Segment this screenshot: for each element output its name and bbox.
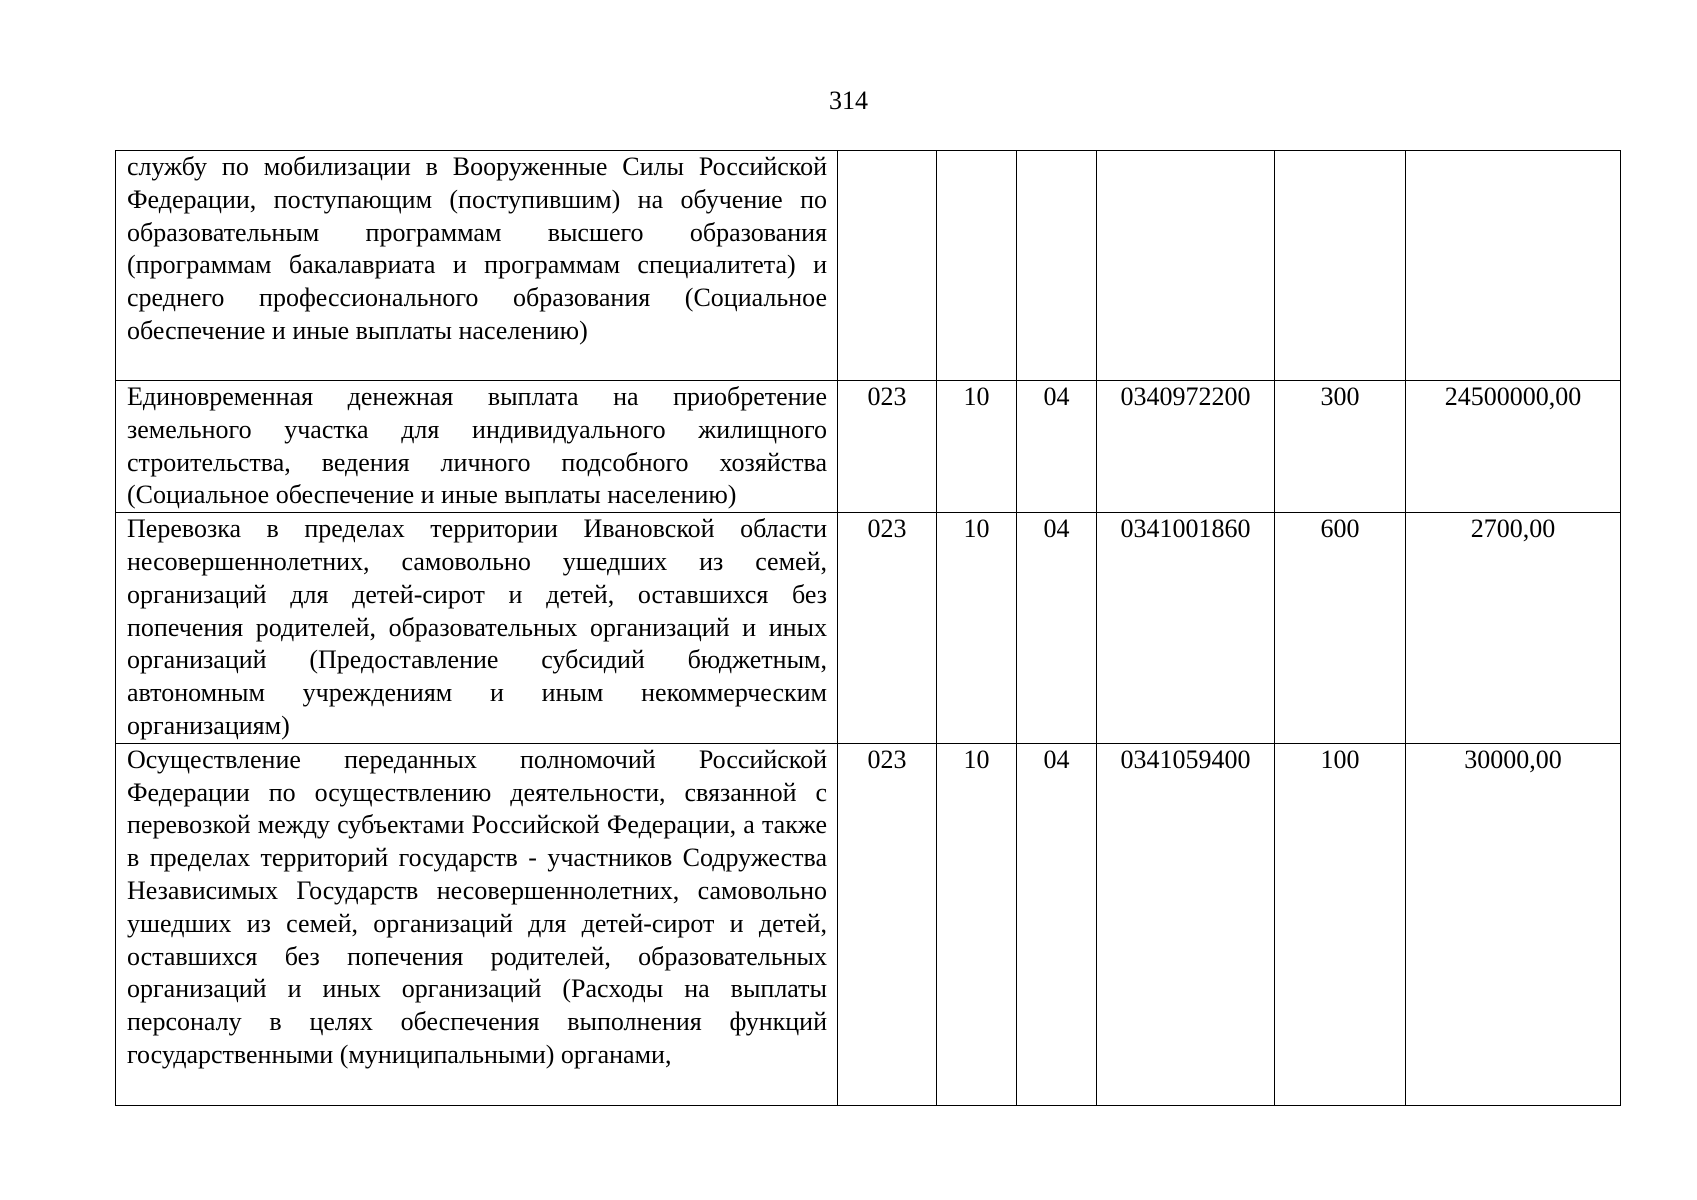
cell-expense-type xyxy=(1275,151,1406,381)
row-description: Перевозка в пределах территории Ивановской области несовершеннолетних, самовольно ушедших из семей, организаций для детей-сирот и детей, оставшихся без попечения родителей, образовательных организаций и иных организаций (Предоставление субсидий бюджетным, автономным учреждениям и иным некоммерческим организациям) xyxy=(116,513,838,744)
table-row xyxy=(116,513,1621,744)
cell-section: 10 xyxy=(937,743,1017,1105)
cell-department-code: 023 xyxy=(838,381,937,513)
cell-amount: 2700,00 xyxy=(1406,513,1621,744)
budget-table xyxy=(115,150,1621,1106)
cell-department-code: 023 xyxy=(838,513,937,744)
page-number: 314 xyxy=(829,86,868,115)
cell-department-code: 023 xyxy=(838,743,937,1105)
table-row xyxy=(116,381,1621,513)
cell-target-article: 0341059400 xyxy=(1097,743,1275,1105)
table-row xyxy=(116,151,1621,381)
cell-amount: 24500000,00 xyxy=(1406,381,1621,513)
cell-expense-type: 300 xyxy=(1275,381,1406,513)
cell-target-article xyxy=(1097,151,1275,381)
cell-section xyxy=(937,151,1017,381)
cell-section: 10 xyxy=(937,513,1017,744)
cell-target-article: 0341001860 xyxy=(1097,513,1275,744)
cell-expense-type: 600 xyxy=(1275,513,1406,744)
cell-subsection xyxy=(1017,151,1097,381)
cell-target-article: 0340972200 xyxy=(1097,381,1275,513)
row-description: Осуществление переданных полномочий Российской Федерации по осуществлению деятельности, связанной с перевозкой между субъектами Российской Федерации, а также в пределах территорий государств - участников Содружества Независимых Государств несовершеннолетних, самовольно ушедших из семей, организаций для детей-сирот и детей, оставшихся без попечения родителей, образовательных организаций и иных организаций (Расходы на выплаты персоналу в целях обеспечения выполнения функций государственными (муниципальными) органами, xyxy=(116,743,838,1105)
cell-amount xyxy=(1406,151,1621,381)
cell-department-code xyxy=(838,151,937,381)
cell-subsection: 04 xyxy=(1017,743,1097,1105)
row-description: Единовременная денежная выплата на приобретение земельного участка для индивидуального жилищного строительства, ведения личного подсобного хозяйства (Социальное обеспечение и иные выплаты населению) xyxy=(116,381,838,513)
table-row xyxy=(116,743,1621,1105)
cell-amount: 30000,00 xyxy=(1406,743,1621,1105)
cell-subsection: 04 xyxy=(1017,513,1097,744)
cell-subsection: 04 xyxy=(1017,381,1097,513)
row-description: службу по мобилизации в Вооруженные Силы Российской Федерации, поступающим (поступившим) на обучение по образовательным программам высшего образования (программам бакалавриата и программам специалитета) и среднего профессионального образования (Социальное обеспечение и иные выплаты населению) xyxy=(116,151,838,381)
cell-section: 10 xyxy=(937,381,1017,513)
cell-expense-type: 100 xyxy=(1275,743,1406,1105)
